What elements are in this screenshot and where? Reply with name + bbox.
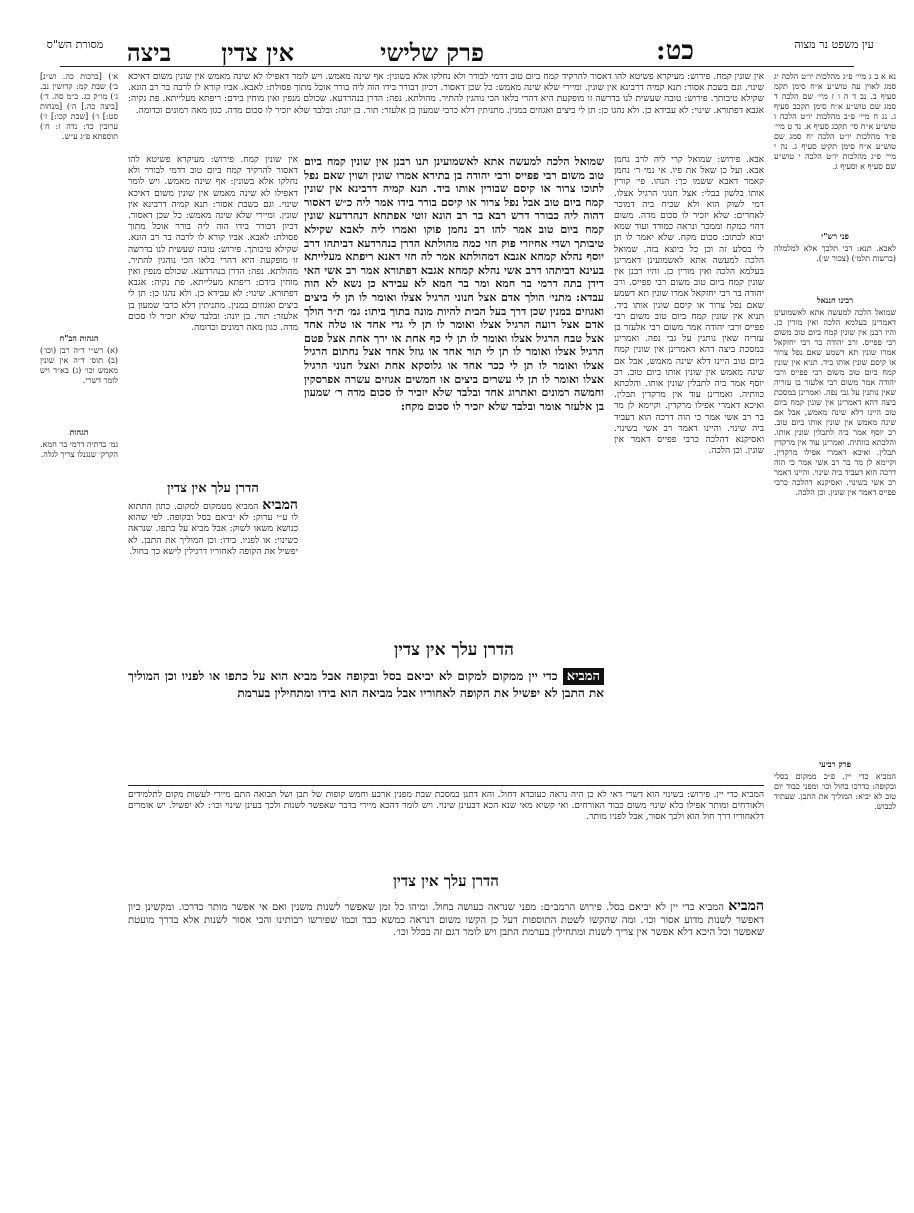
masoret-text: א׳) [ברכות כה. וש״נ] ב׳) שבת קמ: קדושין נב. ג׳) מו״ק כג. ב״מ סה. ד׳) [ביצה כה.] ה׳) [מנחות סט:] ו׳) [שבת קכו:] ז׳) ערובין כד: נדה ז: ח׳) תוספתא פ״ג ע״ש. <box>40 72 118 141</box>
perek-title <box>380 38 484 68</box>
hagahot-bach-block <box>40 330 118 420</box>
rabbeinu-chananel-text: שמואל הלכה למעשה אתא לאשמועינן דאמרינן בעלמא הלכה ואין מורין כן. והיו רבנן אין שונין קמח ביום טוב משום רבי פפייס. ורב יהודה בר רבי יחזקאל אמרו שונין תא דשמע שאם נפל צרור או קיסם שונין אותו ביד. תניא אין שונין קמח ביום טוב משום רבי פפייס ורבי יהודה אמר משום רבי אלעזר בן עזריה שאין נותנין על גבי נפה. ואמרינן במסכת ביצה דהא דאמרינן אין שונין קמח ביום טוב היינו דלא שינה מאמש, אבל אם שינה מאמש אין שונין אותו ביום טוב. רב יוסף אמר ביה לתבלין שונין אותו. והלכתא כוותיה. ואמרינן עוד אין מרקדין תבלין. ואיכא דאמרי אפילו מרקדין. וקיימא לן מר בר רב אשי אמר כי הוה דרכה הוא דעביד ביה שינוי. והיינו דאמר רב אשי בשינוי. ואסיקנא דהלכה כרבי פפייס דאמר אין שונין. וכן הלכה. <box>774 308 896 497</box>
rabbeinu-chananel-block <box>774 292 896 752</box>
rabbeinu-chananel-title: רבינו חננאל <box>816 295 854 305</box>
rashi-side-text: לאבא. תנא: דבי תלכך אלא למלמלה (ברשות תלמ׳) (צכור ש׳). <box>774 244 896 263</box>
hadran-main: הדרן עלך אין צדין <box>394 640 514 660</box>
mishna-new-text: כדי יין ממקום למקום לא יביאם בסל ובקופה אבל מביא הוא על כתפו או לפניו וכן המוליך את התבן לא יפשיל את הקופה לאחוריו אבל מביאה הוא בידו ומתחילין בערמת <box>128 669 604 700</box>
mishna-new <box>128 668 604 780</box>
tractate-name: ביצה <box>126 38 172 67</box>
tractate-title <box>127 38 294 68</box>
tosafot-bottom-text: המביא כדי יין. פירוש: בשינוי הוא דשרי דאי לא כן היה נראה כעובדא דחול. והא דתנן במסכת שבת מפנין ארבע וחמש קופות של תבן ושל תבואה התם מיירי לעשות מקום לתלמידים ולאורחים ומותר אפילו בלא שינוי משום כבוד האורחים. ואי קשיא מאי שנא הכא דבעינן שינוי. ויש לומר דהכא מיירי בדבר שאפשר לשנות ולכך בעינן שינוי וכו׳: לא יפשיל. יש אומרים דלאחוריו דרך חול הוא ולכך אסור, אבל לפניו מותר. <box>128 790 764 823</box>
hadran-left: הדרן עלך אין צדין <box>167 481 259 496</box>
hagahot-bach-text: (א) רש״י ד״ה רבן (וכו׳) (ב) תוס׳ ד״ה אין שונין מאמש וכו׳ (ג) בא״ד ויש לומר דשרי. <box>40 346 118 385</box>
perek-revii-block <box>774 756 896 836</box>
rashi-side-block <box>774 228 896 288</box>
tosafot-column-text: אין שונין קמח. פירוש: מעיקרא פשיטא להו דאסור להרקיד קמח ביום טוב דדמי לבורר ולא נחלקו אלא בשונין: אף שינה מאמש. ויש לומר דאפילו לא שינה מאמש אין שונין משום דאיכא שינוי. וגם בשבת אסור: תנא קמיה דרבינא אין שונין. ומיירי שלא שינה מאמש: כל שכן דאסור. דכיון דבורר בידו הוה ליה בורר אוכל מתוך פסולת: לאבא. אביו קורא לו לרבה בר רב הונא. שקילא טיבותך. פירוש: טובה שעשית לנו בדרשה זו מופקעת היא דהרי בלאו הכי נוהגין להתיר. מהולתא. נפה: הדרן בנהרדעא. שכולם מנפין ואין מוחין בידם: ריפתא מעלייתא. פת נקיה: אגבא דפתורא. שינוי: לא עבידא כן. ולא נהגו כן: תן לי ביצים ואגוזים במנין. מתניתין דלא כרבי שמעון בן אלעזר: תור. בן יונה: ובלבד שלא יזכיר לו סכום מדה. כגון מאה רמונים וכדומה. <box>128 155 298 334</box>
page-header <box>60 36 854 67</box>
ein-mishpat-text: נא א ב ג מיי׳ פ״ג מהלכות יו״ט הלכה יג סמג לאוין עה טוש״ע א״ח סימן תקמ סעיף ב. נב ד ה ו ז מיי׳ שם הלכה ד סמג שם טוש״ע א״ח סימן תקכב סעיף ג. נג ח מיי׳ פ״ב מהלכות יו״ט הלכה ו טוש״ע א״ח סי׳ תקכג סעיף א. נד ט מיי׳ פ״ד מהלכות יו״ט הלכה יח סמג שם טוש״ע א״ח סימן תקיט סעיף ג. נה י מיי׳ פ״ג מהלכות יו״ט הלכה י טוש״ע שם סעיף א וסעיף ג. <box>774 72 896 171</box>
hagahot-text: גמ׳ בדתיה דרמי בר חמא. הקרק׳ שנגנלו צריך לגלה. <box>40 440 118 459</box>
hadran-bottom: הדרן עלך אין צדין <box>393 872 499 890</box>
rashi-right2-text: המביא כדי יין. פ״כ ממקום בסלי ובקופה: כדרכו בחול וכו׳ ומפני כבוד יום טוב לא יביא: המוליך את התבן. שעתיד לכבוש. <box>774 772 896 811</box>
tosafot-bottom-2-label: המביא <box>728 900 764 914</box>
hamevi-commentary-text: המביא מטמקום למקום. כתון התתוא לו ע״י ערוק: לא יביאם בסל ובקופה. לפי שהוא כנושא משאו לשוק: אבל מביא על כתפו. שנראה כשינוי: או לפניו. בידו: וכן המוליך את התבן. לא יפשיל את הקופה לאחוריו דרגילין לישא כך בחול. <box>128 502 298 557</box>
masoret-title: מסורת הש"ס <box>46 38 104 51</box>
bottom-rule <box>128 785 764 786</box>
gemara-main-text: שמואל הלכה למעשה אתא לאשמועינן תנו רבנן אין שונין קמח ביום טוב משום רבי פפייס ורבי יהודה בן בתירא אמרו שונין ושוין שאם נפל לתוכו צרור או קיסם שבורין אותו ביד. תנא קמיה דרבינא אין שונין קמח ביום טוב אבל נפל צרור או קיסם בורר בידו אמר ליה כ״ש דאסור דהוה ליה כבורר דרש רבא בר רב הונא זוטי אפתחא דנהרדעא שונין קמח ביום טוב אמר להו רב נחמן פוקו ואמרו ליה לאבא שקילא טיבותך ושדי אחיזרי פוק חזי כמה מהולתא הדרן בנהרדעא דביתהו דרב יוסף נהלא קמחא אגבא דמהולתא אמר לה חזי דאנא ריפתא מעלייתא בעינא דביתהו דרב אשי נהלא קמחא אגבא דפתורא אמר רב אשי האי דידן בתה דרמי בר חמא ומר בר חמא לא עבידא כן נשא לא הוה עבדא: מתני׳ הולך אדם אצל חנוני הרגיל אצלו ואומר לו תן לי ביצים ואגוזים במנין שכן דרך בעל הבית להיות מונה בתוך ביתו: גמ׳ ת״ר הולך אדם אצל רועה הרגיל אצלו ואומר לו תן לי גדי אחד או טלה אחד אצל טבח הרגיל אצלו ואומר לו תן לי כף אחת או ירך אחת אצל פטם הרגיל אצלו ואומר לו תן לי תור אחד או גוזל אחד אצל נחתום הרגיל אצלו ואומר לו תן לי ככר אחד או גלוסקא אחת ואצל חנוני הרגיל אצלו ואומר לו תן לי עשרים ביצים או חמשים אגוזים עשרה אפרסקין וחמשה רמונים ואתרוג אחד ובלבד שלא יזכיר לו סכום מדה ר׳ שמעון בן אלעזר אומר ובלבד שלא יזכיר לו סכום מקח: <box>304 155 604 413</box>
daf-number: כט: <box>655 36 694 66</box>
gemara-main <box>304 155 604 635</box>
perek-revii-title: פרק רביעי <box>819 759 851 769</box>
rashi-side-title: פני רש"י <box>821 231 849 241</box>
perek-name: פרק שלישי <box>380 38 484 67</box>
hagahot-block <box>40 424 118 484</box>
rashi-column-text: אבא. פירוש: שמואל קרי ליה לרב נחמן אבא. ועל כן שאל את פיו. אי נמי ר׳ נחמן קאמר דאבא ששמו כך: הנהו. פי׳ קורין אותו בלשון בבלי: אצל חנוני הרגיל אצלו. דמי לשוק הוא ולא שכיח ביה דמוכר לאחרים: שלא יזכיר לו סכום מדה. משום דהוי כמקח וממכר ונראה כמודד ועוד שמא יבוא לכתוב: סכום מקח. שלא יאמר לו תן לי בסלע זה וכן כל כיוצא בזה. <box>614 155 764 255</box>
hagahot-bach-title: הגהות הב"ח <box>59 333 99 343</box>
tosafot-bottom-2-text: המביא כדי יין לא יביאם בסל. פירוש הרמב״ם: מפני שנראה כעושה בחול. ומיהו כל זמן שאפשר לשנות משנין ואם אי אפשר מותר כדרכו. ומקשינן כיון דאפשר לשנות מדוע אסור וכו׳. ומה שהקשו לשטת התוספות דעל כן הקשו משום דנראה כמשא כבד וכמו שפירשו רבותינו והכי אסור לשנות אלא בדרך מועטת שאפשר וכל היכא דלא אפשר אין צריך לשנות ומתחילין בערמת התבן ויש לומר דגם זה בכלל וכו׳. <box>128 902 764 939</box>
ein-mishpat-title: עין משפט נר מצוה <box>794 38 874 51</box>
rashi-column-text-cont: שמואל הלכה למעשה אתא לאשמועינן דאמרינן בעלמא הלכה ואין מורין כן. והיו רבנן אין שונין קמח ביום טוב משום רבי פפייס. ורב יהודה בר רבי יחזקאל אמרו שונין תא דשמע שאם נפל צרור או קיסם שונין אותו ביד. תניא אין שונין קמח ביום טוב משום רבי פפייס ורבי יהודה אמר משום רבי אלעזר בן עזריה שאין נותנין על גבי נפה. ואמרינן במסכת ביצה דהא דאמרינן אין שונין קמח ביום טוב היינו דלא שינה מאמש, אבל אם שינה מאמש אין שונין אותו ביום טוב. רב יוסף אמר ביה לתבלין שונין אותו. והלכתא כוותיה. ואמרינן עוד אין מרקדין תבלין. ואיכא דאמרי אפילו מרקדין. וקיימא לן מר בר רב אשי אמר כי הוה דרכה הוא דעביד ביה שינוי. והיינו דאמר רב אשי בשינוי. ואסיקנא דהלכה כרבי פפייס דאמר אין שונין. וכן הלכה. <box>614 244 764 457</box>
hagahot-title: הגהות <box>69 427 89 437</box>
rashi-column <box>614 155 764 775</box>
tosafot-top-strip <box>128 72 764 150</box>
tosafot-column <box>128 155 298 475</box>
tosafot-top-text: אין שונין קמח. פירוש: מעיקרא פשיטא להו דאסור להרקיד קמח ביום טוב דדמי לבורר ולא נחלקו אלא בשונין: אף שינה מאמש. ויש לומר דאפילו לא שינה מאמש אין שונין משום דאיכא שינוי. וגם בשבת אסור: תנא קמיה דרבינא אין שונין. ומיירי שלא שינה מאמש: כל שכן דאסור. דכיון דבורר בידו הוה ליה בורר אוכל מתוך פסולת: לאבא. אביו קורא לו לרבה בר רב הונא. שקילא טיבותך. פירוש: טובה שעשית לנו בדרשה זו מופקעת היא דהרי בלאו הכי נוהגין להתיר. מהולתא. נפה: הדרן בנהרדעא. שכולם מנפין ואין מוחין בידם: ריפתא מעלייתא. פת נקיה: אגבא דפתורא. שינוי: לא עבידא כן. ולא נהגו כן: תן לי ביצים ואגוזים במנין. מתניתין דלא כרבי שמעון בן אלעזר: תור. בן יונה: ובלבד שלא יזכיר לו סכום מדה. כגון מאה רמונים וכדומה. <box>128 72 764 116</box>
hamevi-commentary-label: המביא <box>262 500 298 513</box>
tosafot-bottom-2 <box>128 900 764 1030</box>
chapter-name: אין צדין <box>221 38 294 67</box>
mishna-opening-word: המביא <box>563 668 604 685</box>
tosafot-bottom-strip <box>128 790 764 868</box>
